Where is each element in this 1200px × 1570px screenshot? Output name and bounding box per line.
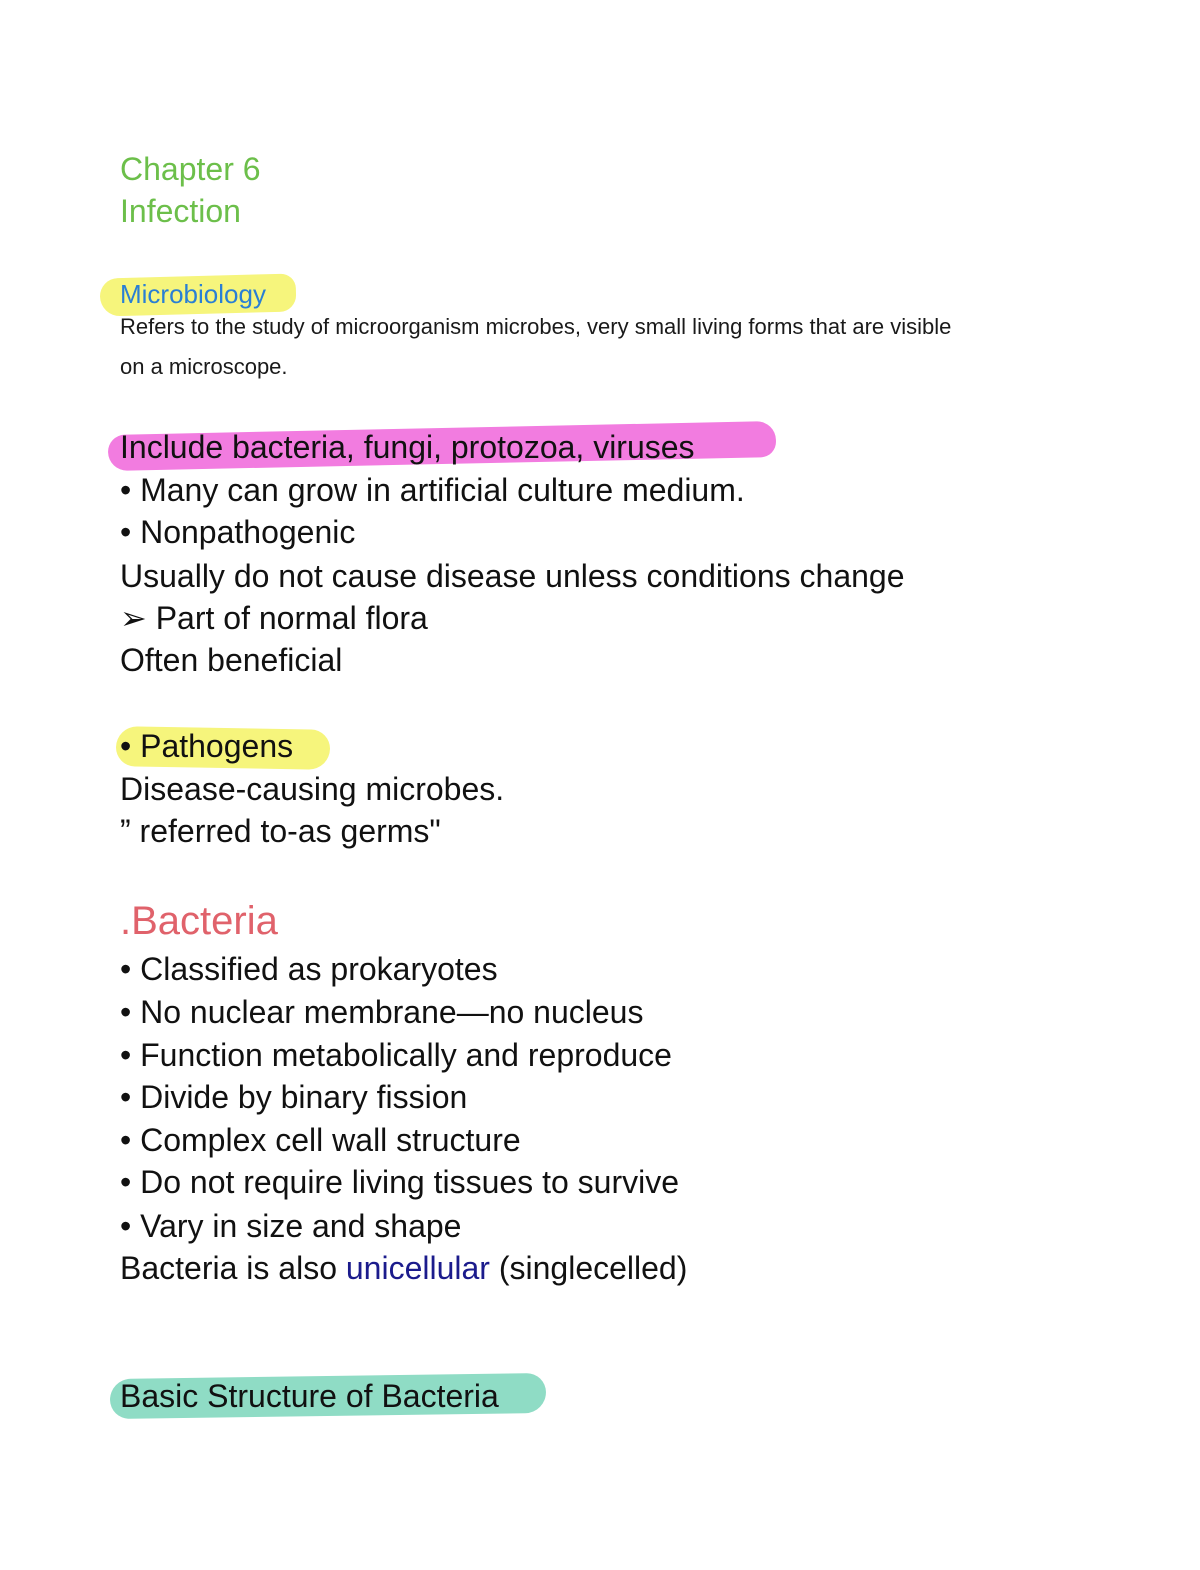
bacteria-bullet: • Divide by binary fission (120, 1079, 468, 1115)
unicellular-line (120, 1252, 687, 1284)
bullet-culture-medium: • Many can grow in artificial culture medium. (120, 472, 745, 508)
microbiology-definition-line1: Refers to the study of microorganism microbes, very small living forms that are visible (120, 314, 952, 339)
chapter-topic: Infection (120, 193, 241, 229)
unicellular-prefix: Bacteria is also (120, 1250, 346, 1286)
pathogens-heading: • Pathogens (120, 728, 294, 764)
pathogens-definition: Disease-causing microbes. (120, 771, 505, 807)
often-beneficial: Often beneficial (120, 642, 343, 678)
microbiology-definition-line2: on a microscope. (120, 354, 288, 379)
basic-structure-heading: Basic Structure of Bacteria (120, 1378, 499, 1414)
include-microbes-line: Include bacteria, fungi, protozoa, viruses (120, 429, 695, 465)
bacteria-bullet: • Function metabolically and reproduce (120, 1037, 672, 1073)
unicellular-suffix: (singlecelled) (489, 1250, 688, 1286)
normal-flora-item: ➢ Part of normal flora (120, 600, 428, 636)
bacteria-bullet: • No nuclear membrane—no nucleus (120, 994, 644, 1030)
bacteria-bullet: • Complex cell wall structure (120, 1122, 521, 1158)
unicellular-term: unicellular (345, 1250, 490, 1286)
bacteria-bullet: • Do not require living tissues to survive (120, 1164, 679, 1200)
bacteria-bullet: • Vary in size and shape (120, 1208, 462, 1244)
bacteria-bullet: • Classified as prokaryotes (120, 951, 498, 987)
bacteria-heading: .Bacteria (120, 899, 278, 943)
microbiology-heading: Microbiology (120, 279, 266, 309)
nonpathogenic-description: Usually do not cause disease unless conditions change (120, 558, 905, 594)
bullet-nonpathogenic: • Nonpathogenic (120, 514, 356, 550)
chapter-title: Chapter 6 (120, 151, 261, 187)
pathogens-germs: ” referred to-as germs" (120, 813, 441, 849)
